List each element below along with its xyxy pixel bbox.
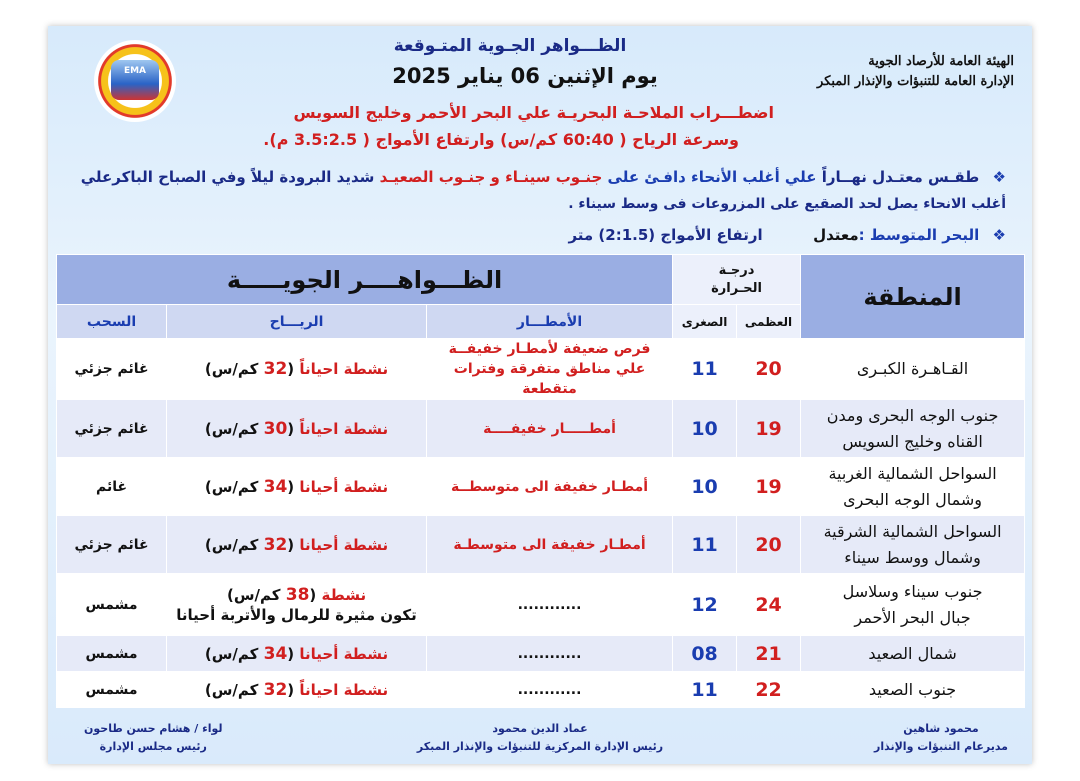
rain-line-1: أمطـار خفيفة الى متوسطــة	[450, 478, 649, 495]
header-min: الصغرى	[673, 305, 737, 339]
rain-line-2: علي مناطق متفرقة وفترات متقطعة	[453, 361, 646, 397]
page-title-text: الظـــواهر الجـوية المتـوقعة	[393, 36, 627, 56]
sea-label: البحر المتوسط :	[858, 226, 980, 244]
weather-regions: جنـوب سينـاء و جنـوب الصعيـد	[379, 168, 603, 186]
sea-waves: ارتفاع الأمواج (2:1.5) متر	[568, 226, 763, 244]
region-line-2: جبال البحر الأحمر	[854, 607, 971, 627]
region-cell	[801, 516, 1025, 574]
region-cell	[801, 458, 1025, 516]
wind-activity: نشطة احياناً	[299, 419, 389, 438]
sea-state: معتدل	[813, 226, 859, 244]
header-phenomena	[57, 255, 673, 305]
signature-chairman	[84, 720, 223, 756]
wind-speed: 32	[263, 534, 288, 555]
wind-speed: 32	[263, 359, 288, 379]
clouds-cell: غائم	[57, 458, 167, 516]
header-temperature-line-1: درجـة	[718, 262, 755, 278]
region-cell	[801, 672, 1025, 708]
org-line-2: الإدارة العامة للتنبؤات والإنذار المبكر	[817, 74, 1014, 89]
rain-cell	[427, 636, 673, 672]
max-temp: 20	[737, 516, 801, 574]
min-temp: 11	[673, 339, 737, 400]
logo-text: EMA	[123, 66, 147, 76]
wind-activity: نشطة	[321, 585, 367, 604]
org-line-1: الهيئة العامة للأرصاد الجوية	[868, 54, 1014, 69]
header-rain: الأمطـــار	[427, 305, 673, 339]
region-cell	[801, 339, 1025, 400]
weather-mild-day: طقـس معتـدل نهــاراً	[821, 168, 980, 186]
forecast-sheet	[48, 26, 1032, 764]
header-phenomena-text: الظـــواهــــر الجويـــــة	[226, 265, 503, 294]
rain-line-1: فرص ضعيفة لأمطـار خفيفــة	[448, 341, 651, 357]
region-cell	[801, 400, 1025, 458]
navigation-warning-line-1: اضطـــراب الملاحـة البحريـة علي البحر الأحمر وخليج السويس	[293, 103, 774, 122]
region-cell	[801, 636, 1025, 672]
max-temp: 20	[737, 339, 801, 400]
wind-unit: كم/س	[211, 535, 259, 554]
max-temp: 21	[737, 636, 801, 672]
clouds-cell: مشمس	[57, 672, 167, 708]
region-cell	[801, 574, 1025, 636]
signature-title: مديرعام التنبؤات والإنذار	[874, 740, 1008, 753]
min-temp: 11	[673, 516, 737, 574]
table-row	[57, 672, 1025, 708]
region-line-1: جنوب سيناء وسلاسل	[842, 581, 983, 601]
wind-cell: نشطة أحيانا (32 كم/س)	[167, 516, 427, 574]
max-temp: 24	[737, 574, 801, 636]
clouds-cell: غائم جزئي	[57, 339, 167, 400]
region-line-1: جنوب الوجه البحرى ومدن	[826, 405, 999, 425]
wind-unit: كم/س	[211, 644, 259, 663]
weather-bullet	[81, 168, 1006, 186]
clouds-cell: غائم جزئي	[57, 516, 167, 574]
signature-title: رئيس الإدارة المركزية للتنبؤات والإنذار المبكر	[416, 740, 664, 753]
header-temperature-line-2: الحـرارة	[711, 280, 762, 296]
table-row	[57, 636, 1025, 672]
table-row	[57, 339, 1025, 400]
sea-bullet	[568, 226, 1006, 244]
header-temperature	[673, 255, 801, 305]
wind-cell: نشطة أحيانا (34 كم/س)	[167, 458, 427, 516]
region-line-2: وشمال ووسط سيناء	[844, 547, 981, 567]
wind-unit: كم/س	[211, 477, 259, 496]
max-temp: 19	[737, 400, 801, 458]
wind-activity: نشطة احياناً	[299, 360, 389, 378]
wind-activity: نشطة أحيانا	[299, 644, 389, 663]
header-clouds: السحب	[57, 305, 167, 339]
rain-cell	[427, 400, 673, 458]
signature-name: لواء / هشام حسن طاحون	[84, 722, 223, 735]
wind-speed: 38	[285, 584, 310, 605]
rain-cell	[427, 574, 673, 636]
wind-unit: كم/س	[233, 585, 281, 604]
max-temp: 22	[737, 672, 801, 708]
wind-unit: كم/س	[211, 360, 259, 378]
min-temp: 10	[673, 400, 737, 458]
wind-unit: كم/س	[211, 680, 259, 699]
min-temp: 11	[673, 672, 737, 708]
wind-activity: نشطة احياناً	[299, 680, 389, 699]
wind-activity: نشطة أحيانا	[299, 535, 389, 554]
wind-speed: 30	[263, 418, 288, 439]
table-row	[57, 458, 1025, 516]
wind-unit: كم/س	[211, 419, 259, 438]
weather-frost-note: أغلب الانحاء يصل لحد الصقيع على المزروعات فى وسط سيناء .	[568, 196, 1006, 212]
min-temp: 10	[673, 458, 737, 516]
region-line-2: وشمال الوجه البحرى	[843, 489, 983, 509]
wind-cell: نشطة أحيانا (34 كم/س)	[167, 636, 427, 672]
wind-activity: نشطة أحيانا	[299, 477, 389, 496]
wind-cell: نشطة احياناً (32 كم/س)	[167, 339, 427, 400]
table-row	[57, 400, 1025, 458]
region-line-1: القـاهـرة الكبـرى	[856, 359, 969, 378]
clouds-cell: غائم جزئي	[57, 400, 167, 458]
wind-note: تكون مثيرة للرمال والأتربة أحيانا	[176, 605, 417, 624]
signature-title: رئيس مجلس الإدارة	[99, 740, 207, 753]
region-line-1: شمال الصعيد	[868, 643, 957, 663]
wind-cell: نشطة (38 كم/س) تكون مثيرة للرمال والأتربة أحيانا	[167, 574, 427, 636]
navigation-warning-line-2: وسرعة الرياح ( 60:40 كم/س) وارتفاع الأمواج ( 3.5:2.5 م).	[263, 130, 739, 149]
forecast-table	[56, 254, 1025, 708]
rain-line-1: أمطـار خفيفة الى متوسطـة	[453, 536, 646, 553]
table-row	[57, 516, 1025, 574]
region-line-1: السواحل الشمالية الشرقية	[823, 521, 1002, 541]
forecast-date-text: يوم الإثنين 06 يناير 2025	[392, 64, 658, 88]
weather-warm-most: علي أغلب الأنحاء دافـئ على	[607, 168, 817, 186]
region-line-2: القناه وخليج السويس	[842, 431, 983, 451]
clouds-cell: مشمس	[57, 636, 167, 672]
rain-cell	[427, 516, 673, 574]
diamond-bullet-icon: ❖	[992, 226, 1006, 244]
diamond-bullet-icon: ❖	[992, 168, 1006, 186]
min-temp: 08	[673, 636, 737, 672]
max-temp: 19	[737, 458, 801, 516]
header-max: العظمى	[737, 305, 801, 339]
rain-line-1: ............	[517, 681, 582, 698]
wind-speed: 34	[263, 643, 288, 664]
table-row	[57, 574, 1025, 636]
rain-cell	[427, 672, 673, 708]
region-line-1: السواحل الشمالية الغربية	[828, 463, 997, 483]
rain-cell	[427, 458, 673, 516]
header-region-text: المنطقة	[863, 282, 962, 311]
wind-speed: 34	[263, 476, 288, 497]
rain-line-1: ............	[517, 645, 582, 662]
forecast-date	[48, 64, 1032, 88]
rain-line-1: أمطـــــار خفيفــــة	[483, 420, 616, 437]
min-temp: 12	[673, 574, 737, 636]
wind-cell: نشطة احياناً (30 كم/س)	[167, 400, 427, 458]
clouds-cell: مشمس	[57, 574, 167, 636]
wind-speed: 32	[263, 679, 288, 700]
page-title	[48, 36, 1032, 56]
header-region	[801, 255, 1025, 339]
region-line-1: جنوب الصعيد	[868, 679, 957, 699]
signature-name: محمود شاهين	[903, 722, 979, 735]
wind-cell: نشطة احياناً (32 كم/س)	[167, 672, 427, 708]
signature-name: عماد الدين محمود	[492, 722, 588, 735]
rain-line-1: ............	[517, 596, 582, 613]
header-wind: الريـــاح	[167, 305, 427, 339]
rain-cell	[427, 339, 673, 400]
weather-cold-night: شديد البرودة ليلاً وفي الصباح الباكرعلي	[80, 168, 375, 186]
